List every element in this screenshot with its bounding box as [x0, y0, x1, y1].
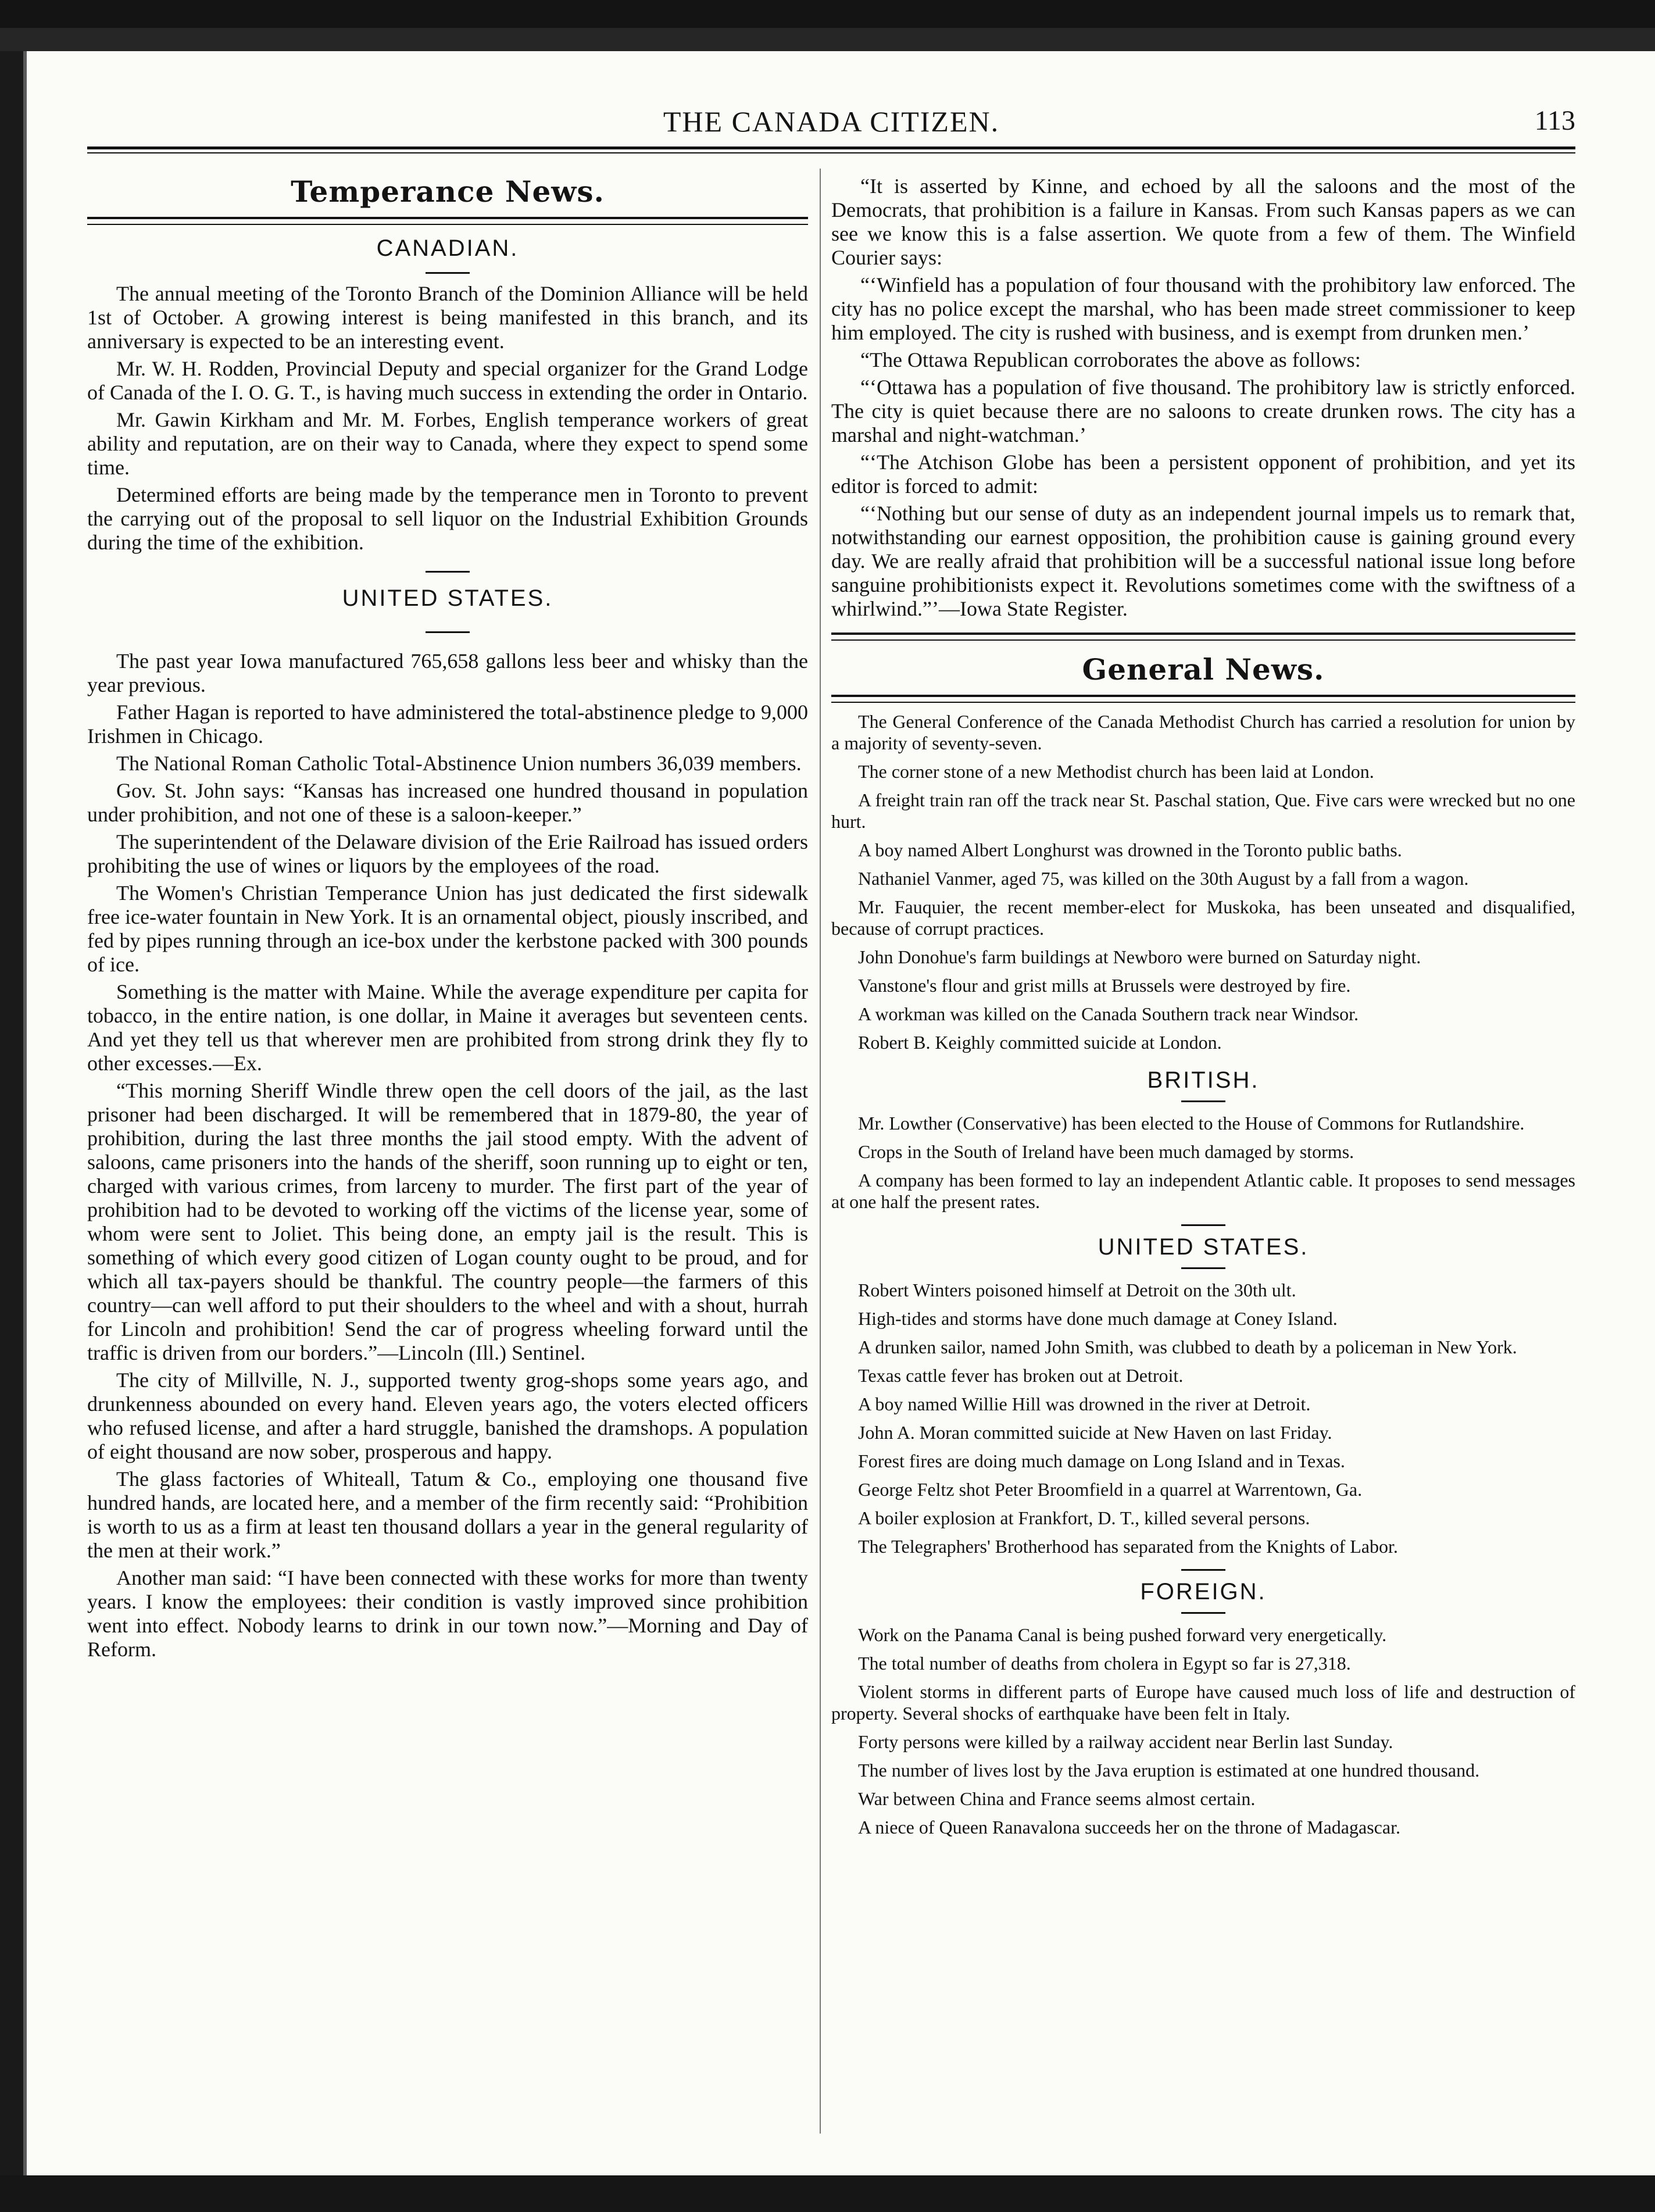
news-item: A boy named Albert Longhurst was drowned in the Toronto public baths. [858, 839, 1402, 860]
temperance-news-title: Temperance News. [291, 174, 605, 209]
news-item: Texas cattle fever has broken out at Detroit. [858, 1365, 1184, 1386]
kansas-quote-paragraph: “The Ottawa Republican corroborates the above as follows: [860, 348, 1361, 371]
us-paragraph: “This morning Sheriff Windle threw open the cell doors of the jail, as the last prisoner had been discharged. It will be remembered that in 1879-80, the year of prohibition, during the last three months the jail stood empty. With the advent of saloons, came prisoners into the hands of the sheriff, soon running up to eight or ten, charged with various crimes, from larceny to murder. The first part of the year of prohibition had to be devoted to working off the victims of the license year, some of whom were sent to Joliet. This being done, an empty jail is the result. This is something of which every good citizen of Logan county ought to be proud, and for which all tax-payers should be thankful. The country people—the farmers of this country—can well afford to put their shoulders to the wheel and with a shout, hurrah for Lincoln and prohibition! Send the car of progress wheeling forward until the traffic is driven from our borders.”—Lincoln (Ill.) Sentinel. [87, 1079, 808, 1364]
canadian-paragraph: Mr. Gawin Kirkham and Mr. M. Forbes, English temperance workers of great ability and reputation, are on their way to Canada, where they expect to spend some time. [87, 408, 808, 479]
news-item: War between China and France seems almost certain. [858, 1788, 1256, 1809]
united-states-heading: UNITED STATES. [342, 585, 553, 611]
us-paragraph: Gov. St. John says: “Kansas has increased one hundred thousand in population under prohibition, and not one of these is a saloon-keeper.” [87, 779, 808, 826]
news-item: The General Conference of the Canada Methodist Church has carried a resolution for union by a majority of seventy-seven. [831, 711, 1575, 753]
news-item: Nathaniel Vanmer, aged 75, was killed on the 30th August by a fall from a wagon. [858, 868, 1469, 889]
kansas-quote-paragraph: “‘The Atchison Globe has been a persistent opponent of prohibition, and yet its editor is forced to admit: [831, 451, 1575, 498]
news-item: Crops in the South of Ireland have been much damaged by storms. [858, 1141, 1354, 1162]
kansas-quote-paragraph: “‘Winfield has a population of four thousand with the prohibitory law enforced. The city has no police except the marshal, who has been made street commissioner to keep him employed. The city is rushed with business, and is exempt from drunken men.’ [831, 273, 1575, 344]
news-item: A company has been formed to lay an independent Atlantic cable. It proposes to send messages at one half the present rates. [831, 1170, 1575, 1212]
kansas-quote-paragraph: “It is asserted by Kinne, and echoed by all the saloons and the most of the Democrats, that prohibition is a failure in Kansas. From such Kansas papers as we can see we know this is a false assertion. We quote from a few of them. The Winfield Courier says: [831, 174, 1575, 269]
masthead: THE CANADA CITIZEN. [663, 105, 1000, 138]
foreign-heading: FOREIGN. [1140, 1579, 1267, 1604]
us-paragraph: The city of Millville, N. J., supported twenty grog-shops some years ago, and drunkenness abounded on every hand. Eleven years ago, the voters elected officers who refused license, and after a hard struggle, banished the dramshops. A population of eight thousand are now sober, prosperous and happy. [87, 1368, 808, 1463]
scan-border-left [0, 51, 23, 2212]
us-paragraph: The National Roman Catholic Total-Abstinence Union numbers 36,039 members. [116, 752, 802, 775]
us-paragraph: The Women's Christian Temperance Union has just dedicated the first sidewalk free ice-water fountain in New York. It is an ornamental object, piously inscribed, and fed by pipes running through an ice-box under the kerbstone packed with 300 pounds of ice. [87, 881, 808, 976]
news-item: Forty persons were killed by a railway accident near Berlin last Sunday. [858, 1731, 1393, 1752]
news-item: A freight train ran off the track near St. Paschal station, Que. Five cars were wrecked but no one hurt. [831, 789, 1575, 832]
news-item: Vanstone's flour and grist mills at Brussels were destroyed by fire. [858, 975, 1351, 996]
us-paragraph: Father Hagan is reported to have administered the total-abstinence pledge to 9,000 Irishmen in Chicago. [87, 701, 808, 748]
news-item: A boy named Willie Hill was drowned in the river at Detroit. [858, 1393, 1311, 1414]
news-item: The Telegraphers' Brotherhood has separated from the Knights of Labor. [858, 1536, 1398, 1557]
news-item: A niece of Queen Ranavalona succeeds her on the throne of Madagascar. [858, 1817, 1400, 1838]
scan-border-top-inner [0, 28, 1655, 51]
news-item: A drunken sailor, named John Smith, was clubbed to death by a policeman in New York. [858, 1337, 1517, 1357]
kansas-quote-paragraph: “‘Nothing but our sense of duty as an independent journal impels us to remark that, notwithstanding our earnest opposition, the prohibition cause is gaining ground every day. We are really afraid that prohibition will be a successful national issue long before sanguine prohibitionists expect it. Revolutions sometimes come with the swiftness of a whirlwind.”’—Iowa State Register. [831, 502, 1575, 620]
news-item: John Donohue's farm buildings at Newboro were burned on Saturday night. [858, 946, 1421, 967]
news-item: High-tides and storms have done much damage at Coney Island. [858, 1308, 1338, 1329]
news-item: Mr. Lowther (Conservative) has been elected to the House of Commons for Rutlandshire. [858, 1113, 1525, 1134]
us-paragraph: The superintendent of the Delaware division of the Erie Railroad has issued orders prohibiting the use of wines or liquors by the employees of the road. [87, 830, 808, 877]
news-item: John A. Moran committed suicide at New Haven on last Friday. [858, 1422, 1332, 1443]
news-item: The number of lives lost by the Java eruption is estimated at one hundred thousand. [858, 1760, 1480, 1781]
news-item: Mr. Fauquier, the recent member-elect for Muskoka, has been unseated and disqualified, because of corrupt practices. [831, 896, 1575, 939]
canadian-paragraph: Mr. W. H. Rodden, Provincial Deputy and special organizer for the Grand Lodge of Canada of the I. O. G. T., is having much success in extending the order in Ontario. [87, 357, 808, 404]
news-item: A boiler explosion at Frankfort, D. T., killed several persons. [858, 1507, 1310, 1528]
canadian-paragraph: Determined efforts are being made by the temperance men in Toronto to prevent the carrying out of the proposal to sell liquor on the Industrial Exhibition Grounds during the time of the exhibition. [87, 483, 808, 554]
news-item: Forest fires are doing much damage on Long Island and in Texas. [858, 1450, 1345, 1471]
news-item: A workman was killed on the Canada Southern track near Windsor. [858, 1003, 1359, 1024]
news-item: The total number of deaths from cholera in Egypt so far is 27,318. [858, 1653, 1351, 1674]
us-paragraph: The glass factories of Whiteall, Tatum & Co., employing one thousand five hundred hands, are located here, and a member of the firm recently said: “Prohibition is worth to us as a firm at least ten thousand dollars a year in the general regularity of the men at their work.” [87, 1467, 808, 1562]
us-paragraph: The past year Iowa manufactured 765,658 gallons less beer and whisky than the year previous. [87, 649, 808, 696]
scan-border-top [0, 0, 1655, 28]
us-news-heading: UNITED STATES. [1098, 1234, 1309, 1260]
scan-border-left-inner [23, 51, 27, 2212]
right-column [831, 174, 1575, 1845]
news-item: Robert B. Keighly committed suicide at London. [858, 1032, 1222, 1053]
news-item: Robert Winters poisoned himself at Detroit on the 30th ult. [858, 1280, 1296, 1300]
page-header [87, 105, 1575, 145]
general-news-title: General News. [1082, 652, 1325, 687]
section-double-rule [831, 632, 1575, 641]
left-column [87, 174, 808, 1665]
british-heading: BRITISH. [1147, 1067, 1260, 1093]
title-double-rule [831, 695, 1575, 703]
news-item: The corner stone of a new Methodist church has been laid at London. [858, 761, 1374, 782]
scan-border-bottom [0, 2175, 1655, 2212]
canadian-paragraph: The annual meeting of the Toronto Branch of the Dominion Alliance will be held 1st of October. A growing interest is being manifested in this branch, and its anniversary is expected to be an interesting event. [87, 282, 808, 353]
canadian-heading: CANADIAN. [376, 235, 519, 261]
page-number: 113 [1534, 105, 1575, 136]
us-paragraph: Another man said: “I have been connected with these works for more than twenty years. I know the employees: their condition is vastly improved since prohibition went into effect. Nobody learns to drink in our town now.”—Morning and Day of Reform. [87, 1566, 808, 1661]
news-item: George Feltz shot Peter Broomfield in a quarrel at Warrentown, Ga. [858, 1479, 1363, 1500]
kansas-quote-paragraph: “‘Ottawa has a population of five thousand. The prohibitory law is strictly enforced. The city is quiet because there are no saloons to create drunken rows. The city has a marshal and night-watchman.’ [831, 376, 1575, 446]
news-item: Violent storms in different parts of Europe have caused much loss of life and destruction of property. Several shocks of earthquake have been felt in Italy. [831, 1681, 1575, 1724]
column-divider [820, 169, 821, 2134]
us-paragraph: Something is the matter with Maine. While the average expenditure per capita for tobacco, in the entire nation, is one dollar, in Maine it averages but seventeen cents. And yet they tell us that wherever men are prohibited from strong drink they fly to other excesses.—Ex. [87, 980, 808, 1075]
title-double-rule [87, 217, 808, 225]
header-rule-thin [87, 152, 1575, 153]
header-rule-thick [87, 146, 1575, 149]
news-item: Work on the Panama Canal is being pushed forward very energetically. [858, 1624, 1387, 1645]
